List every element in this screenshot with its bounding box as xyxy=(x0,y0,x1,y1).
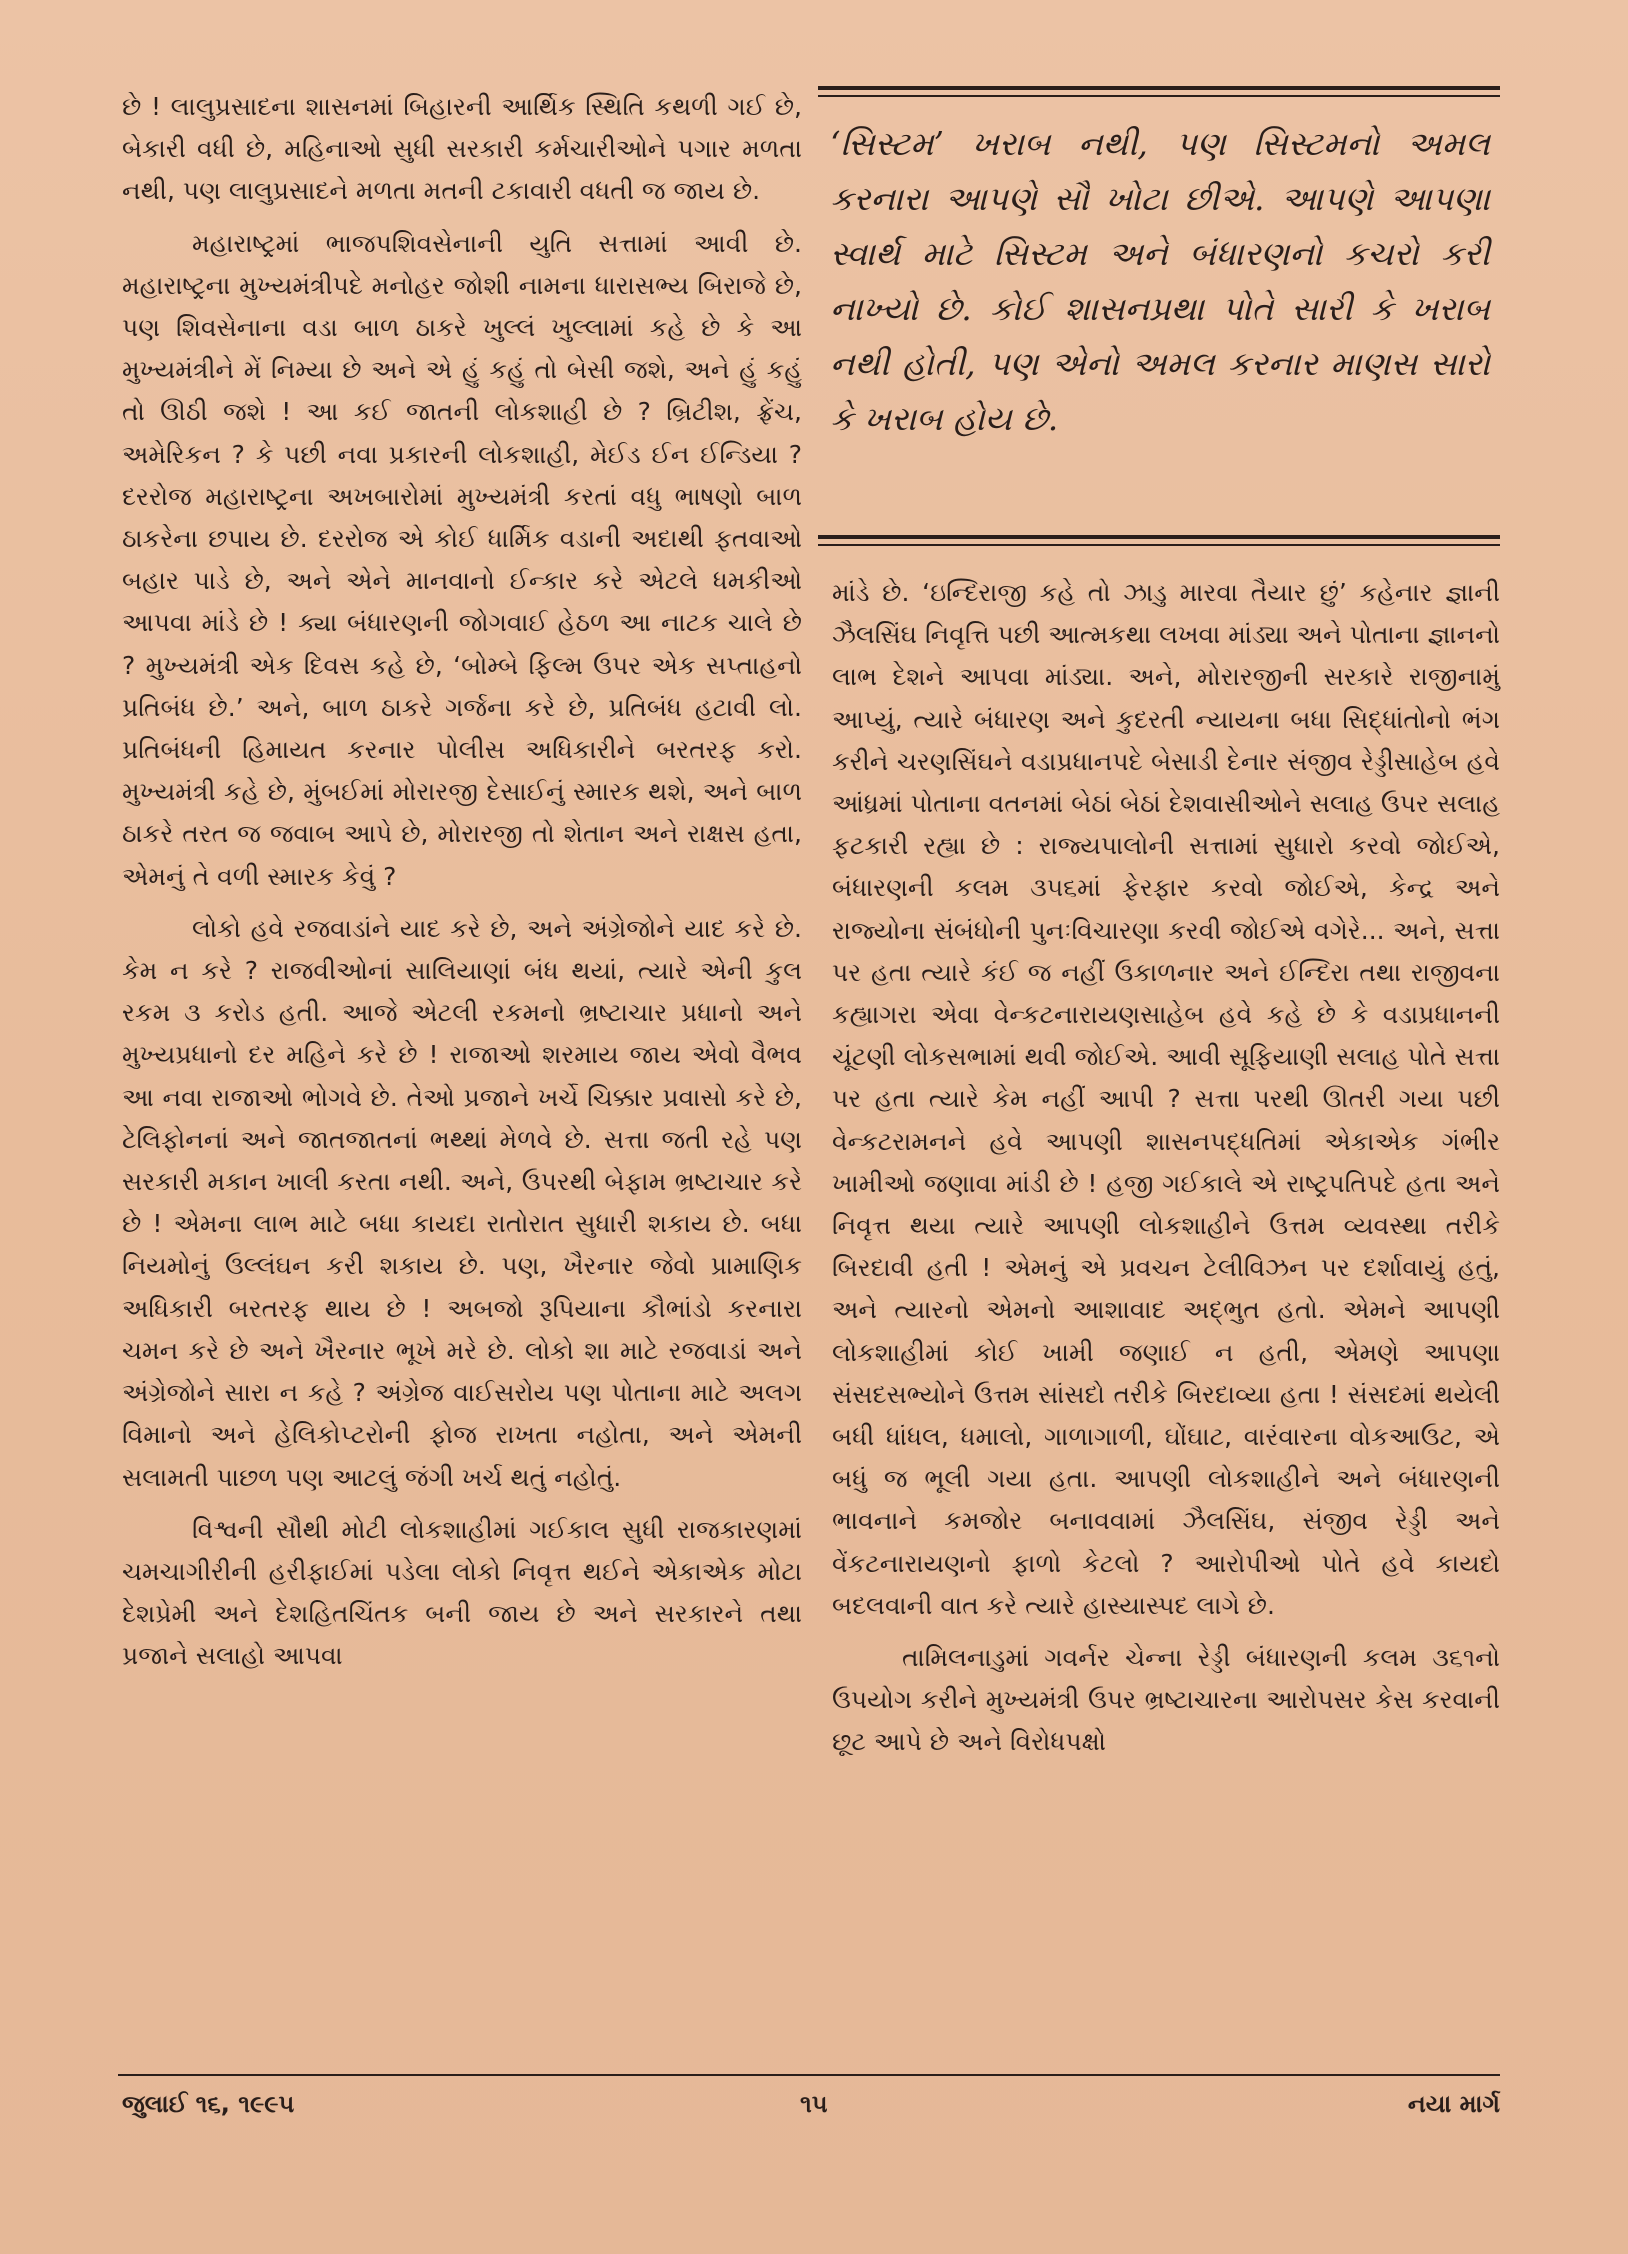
pull-quote-box xyxy=(818,86,1500,546)
paragraph: માંડે છે. ‘ઇન્દિરાજી કહે તો ઝાડુ મારવા તૈયાર છું’ કહેનાર જ્ઞાની ઝૈલસિંઘ નિવૃત્તિ પછી આત્મકથા લખવા માંડ્યા અને પોતાના જ્ઞાનનો લાભ દેશને આપવા માંડ્યા. અને, મોરારજીની સરકારે રાજીનામું આપ્યું, ત્યારે બંધારણ અને કુદરતી ન્યાયના બધા સિદ્ધાંતોનો ભંગ કરીને ચરણસિંઘને વડાપ્રધાનપદે બેસાડી દેનાર સંજીવ રેડ્ડીસાહેબ હવે આંધ્રમાં પોતાના વતનમાં બેઠાં બેઠાં દેશવાસીઓને સલાહ ઉપર સલાહ ફટકારી રહ્યા છે : રાજ્યપાલોની સત્તામાં સુધારો કરવો જોઈએ, બંધારણની કલમ ૩૫૬માં ફેરફાર કરવો જોઈએ, કેન્દ્ર અને રાજ્યોના સંબંધોની પુનઃવિચારણા કરવી જોઈએ વગેરે... અને, સત્તા પર હતા ત્યારે કંઈ જ નહીં ઉકાળનાર અને ઈન્દિરા તથા રાજીવના કહ્યાગરા એવા વેન્કટનારાયણસાહેબ હવે કહે છે કે વડાપ્રધાનની ચૂંટણી લોકસભામાં થવી જોઈએ. આવી સૂફિયાણી સલાહ પોતે સત્તા પર હતા ત્યારે કેમ નહીં આપી ? સત્તા પરથી ઊતરી ગયા પછી વેન્કટરામનને હવે આપણી શાસનપદ્ધતિમાં એકાએક ગંભીર ખામીઓ જણાવા માંડી છે ! હજી ગઈકાલે એ રાષ્ટ્રપતિપદે હતા અને નિવૃત્ત થયા ત્યારે આપણી લોકશાહીને ઉત્તમ વ્યવસ્થા તરીકે બિરદાવી હતી ! એમનું એ પ્રવચન ટેલીવિઝન પર દર્શાવાયું હતું, અને ત્યારનો એમનો આશાવાદ અદ્ભુત હતો. એમને આપણી લોકશાહીમાં કોઈ ખામી જણાઈ ન હતી, એમણે આપણા સંસદસભ્યોને ઉત્તમ સાંસદો તરીકે બિરદાવ્યા હતા ! સંસદમાં થયેલી બધી ધાંધલ, ધમાલો, ગાળાગાળી, ઘોંઘાટ, વારંવારના વોકઆઉટ, એ બધું જ ભૂલી ગયા હતા. આપણી લોકશાહીને અને બંધારણની ભાવનાને કમજોર બનાવવામાં ઝૈલસિંઘ, સંજીવ રેડ્ડી અને વેંકટનારાયણનો ફાળો કેટલો ? આરોપીઓ પોતે હવે કાયદો બદલવાની વાત કરે ત્યારે હાસ્યાસ્પદ લાગે છે. xyxy=(832,578,1500,1620)
magazine-name: નયા માર્ગ xyxy=(1407,2090,1500,2118)
right-column xyxy=(832,572,1500,1774)
footer-date: જુલાઈ ૧૬, ૧૯૯૫ xyxy=(122,2090,295,2118)
quote-bottom-rule xyxy=(818,535,1500,546)
quote-top-rule xyxy=(818,86,1500,97)
left-column xyxy=(122,86,802,1688)
paragraph: મહારાષ્ટ્રમાં ભાજપશિવસેનાની યુતિ સત્તામાં આવી છે. મહારાષ્ટ્રના મુખ્યમંત્રીપદે મનોહર જોશી નામના ધારાસભ્ય બિરાજે છે, પણ શિવસેનાના વડા બાળ ઠાકરે ખુલ્લં ખુલ્લામાં કહે છે કે આ મુખ્યમંત્રીને મેં નિમ્યા છે અને એ હું કહું તો બેસી જશે, અને હું કહું તો ઊઠી જશે ! આ કઈ જાતની લોકશાહી છે ? બ્રિટીશ, ફ્રેંચ, અમેરિકન ? કે પછી નવા પ્રકારની લોકશાહી, મેઈડ ઈન ઈન્ડિયા ? દરરોજ મહારાષ્ટ્રના અખબારોમાં મુખ્યમંત્રી કરતાં વધુ ભાષણો બાળ ઠાકરેના છપાય છે. દરરોજ એ કોઈ ધાર્મિક વડાની અદાથી ફતવાઓ બહાર પાડે છે, અને એને માનવાનો ઈન્કાર કરે એટલે ધમકીઓ આપવા માંડે છે ! ક્યા બંધારણની જોગવાઈ હેઠળ આ નાટક ચાલે છે ? મુખ્યમંત્રી એક દિવસ કહે છે, ‘બોમ્બે ફિલ્મ ઉપર એક સપ્તાહનો પ્રતિબંધ છે.’ અને, બાળ ઠાકરે ગર્જના કરે છે, પ્રતિબંધ હટાવી લો. પ્રતિબંધની હિમાયત કરનાર પોલીસ અધિકારીને બરતરફ કરો. મુખ્યમંત્રી કહે છે, મુંબઈમાં મોરારજી દેસાઈનું સ્મારક થશે, અને બાળ ઠાકરે તરત જ જવાબ આપે છે, મોરારજી તો શેતાન અને રાક્ષસ હતા, એમનું તે વળી સ્મારક કેવું ? xyxy=(122,228,802,891)
paragraph: લોકો હવે રજવાડાંને યાદ કરે છે, અને અંગ્રેજોને યાદ કરે છે. કેમ ન કરે ? રાજવીઓનાં સાલિયાણાં બંધ થયાં, ત્યારે એની કુલ રકમ ૩ કરોડ હતી. આજે એટલી રકમનો ભ્રષ્ટાચાર પ્રધાનો અને મુખ્યપ્રધાનો દર મહિને કરે છે ! રાજાઓ શરમાય જાય એવો વૈભવ આ નવા રાજાઓ ભોગવે છે. તેઓ પ્રજાને ખર્ચે ચિક્કાર પ્રવાસો કરે છે, ટેલિફોનનાં અને જાતજાતનાં ભથ્થાં મેળવે છે. સત્તા જતી રહે પણ સરકારી મકાન ખાલી કરતા નથી. અને, ઉપરથી બેફામ ભ્રષ્ટાચાર કરે છે ! એમના લાભ માટે બધા કાયદા રાતોરાત સુધારી શકાય છે. બધા નિયમોનું ઉલ્લંઘન કરી શકાય છે. પણ, ખૈરનાર જેવો પ્રામાણિક અધિકારી બરતરફ થાય છે ! અબજો રૂપિયાના કૌભાંડો કરનારા ચમન કરે છે અને ખૈરનાર ભૂખે મરે છે. લોકો શા માટે રજવાડાં અને અંગ્રેજોને સારા ન કહે ? અંગ્રેજ વાઈસરોય પણ પોતાના માટે અલગ વિમાનો અને હેલિકોપ્ટરોની ફોજ રાખતા નહોતા, અને એમની સલામતી પાછળ પણ આટલું જંગી ખર્ચ થતું નહોતું. xyxy=(122,913,802,1492)
pull-quote-text: ‘સિસ્ટમ’ ખરાબ નથી, પણ સિસ્ટમનો અમલ કરનારા આપણે સૌ ખોટા છીએ. આપણે આપણા સ્વાર્થ માટે સિસ્ટમ અને બંધારણનો કચરો કરી નાખ્યો છે. કોઈ શાસનપ્રથા પોતે સારી કે ખરાબ નથી હોતી, પણ એનો અમલ કરનાર માણસ સારો કે ખરાબ હોય છે. xyxy=(830,124,1490,438)
paragraph: છે ! લાલુપ્રસાદના શાસનમાં બિહારની આર્થિક સ્થિતિ કથળી ગઈ છે, બેકારી વધી છે, મહિનાઓ સુધી સરકારી કર્મચારીઓને પગાર મળતા નથી, પણ લાલુપ્રસાદને મળતા મતની ટકાવારી વધતી જ જાય છે. xyxy=(122,92,802,206)
paragraph: તામિલનાડુમાં ગવર્નર ચેન્ના રેડ્ડી બંધારણની કલમ ૩૬૧નો ઉપયોગ કરીને મુખ્યમંત્રી ઉપર ભ્રષ્ટાચારના આરોપસર કેસ કરવાની છૂટ આપે છે અને વિરોધપક્ષો xyxy=(832,1643,1500,1757)
paragraph: વિશ્વની સૌથી મોટી લોકશાહીમાં ગઈકાલ સુધી રાજકારણમાં ચમચાગીરીની હરીફાઈમાં પડેલા લોકો નિવૃત્ત થઈને એકાએક મોટા દેશપ્રેમી અને દેશહિતચિંતક બની જાય છે અને સરકારને તથા પ્રજાને સલાહો આપવા xyxy=(122,1514,802,1671)
footer-divider xyxy=(118,2074,1500,2076)
page-number: ૧૫ xyxy=(800,2090,828,2118)
